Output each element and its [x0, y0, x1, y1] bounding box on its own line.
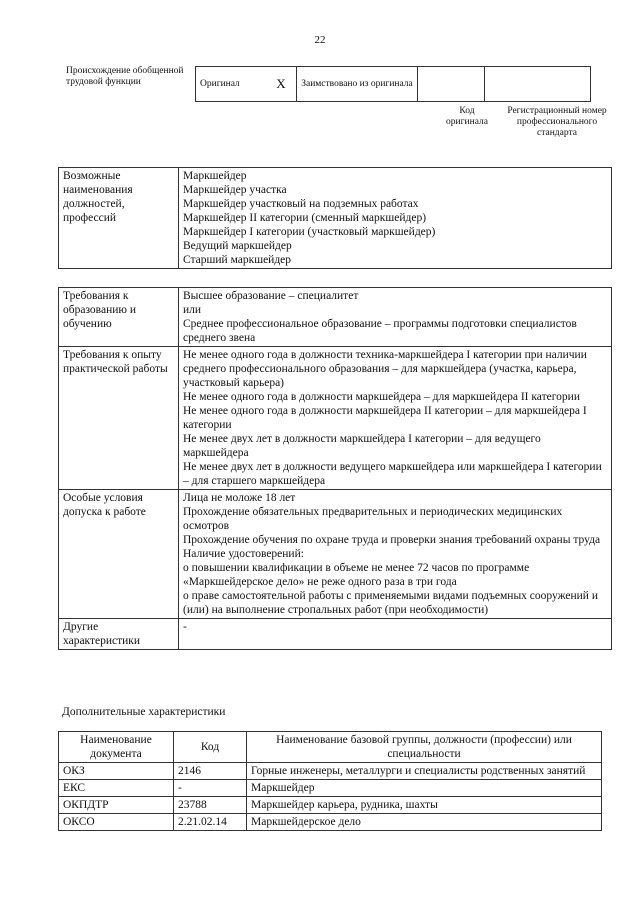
special-conditions-row [59, 490, 612, 619]
name-cell: Маркшейдерское дело [247, 814, 602, 831]
requirement-line: Не менее двух лет в должности маркшейдера I категории – для ведущего маркшейдера [183, 433, 541, 459]
requirement-line: Прохождение обязательных предварительных и периодических медицинских осмотров [183, 506, 563, 532]
other-characteristics-value [179, 619, 612, 650]
special-conditions-label: Особые условия допуска к работе [59, 490, 179, 619]
requirement-line: Лица не моложе 18 лет [183, 492, 296, 504]
positions-label: Возможные наименования должностей, профессий [59, 168, 179, 269]
additional-header-row [59, 732, 602, 763]
education-label: Требования к образованию и обучению [59, 288, 179, 347]
position-item: Маркшейдер участка [183, 184, 287, 196]
requirement-line: - [183, 621, 187, 633]
special-conditions-value [179, 490, 612, 619]
requirements-table [58, 287, 612, 650]
requirement-line: Не менее одного года в должности маркшейдера – для маркшейдера II категории [183, 391, 580, 403]
position-item: Ведущий маркшейдер [183, 240, 292, 252]
registration-caption: Регистрационный номер профессионального стандарта [507, 106, 607, 138]
doc-cell: ОКЗ [59, 763, 174, 780]
name-cell: Маркшейдер карьера, рудника, шахты [247, 797, 602, 814]
name-cell: Маркшейдер [247, 780, 602, 797]
code-cell: 2.21.02.14 [174, 814, 247, 831]
requirement-line: о повышении квалификации в объеме не менее 72 часов по программе «Маркшейдерское дело» не реже одного раза в три года [183, 562, 530, 588]
position-item: Маркшейдер I категории (участковый маркшейдер) [183, 226, 436, 238]
requirement-line: или [183, 304, 202, 316]
additional-table [58, 731, 602, 831]
experience-label: Требования к опыту практической работы [59, 347, 179, 490]
code-cell: - [174, 780, 247, 797]
table-row [59, 797, 602, 814]
header-document: Наименование документа [59, 732, 174, 763]
position-item: Маркшейдер участковый на подземных работах [183, 198, 419, 210]
positions-table [58, 167, 612, 269]
table-row [59, 763, 602, 780]
position-item: Маркшейдер [183, 170, 247, 182]
code-caption: Код оригинала [446, 106, 488, 127]
header-name: Наименование базовой группы, должности (профессии) или специальности [247, 732, 602, 763]
experience-row [59, 347, 612, 490]
position-item: Старший маркшейдер [183, 254, 292, 266]
experience-value [179, 347, 612, 490]
requirement-line: Высшее образование – специалитет [183, 290, 359, 302]
header-code: Код [174, 732, 247, 763]
education-value [179, 288, 612, 347]
page-number: 22 [314, 34, 326, 46]
other-characteristics-label: Другие характеристики [59, 619, 179, 650]
original-code-cell [418, 67, 485, 102]
requirement-line: о праве самостоятельной работы с применяемыми видами подъемных сооружений и (или) на выполнение стропальных работ (при необходимости) [183, 590, 598, 616]
table-row [59, 780, 602, 797]
requirement-line: Прохождение обучения по охране труда и проверки знания требований охраны труда [183, 534, 601, 546]
other-characteristics-row [59, 619, 612, 650]
requirement-line: Среднее профессиональное образование – программы подготовки специалистов среднего звена [183, 318, 577, 344]
origin-table [195, 66, 591, 102]
borrowed-cell: Заимствовано из оригинала [297, 67, 418, 102]
registration-number-cell [485, 67, 591, 102]
original-mark: X [266, 67, 297, 102]
requirement-line: Не менее одного года в должности техника-маркшейдера I категории при наличии среднего профессионального образования – для маркшейдера (участка, карьера, участковый карьера) [183, 349, 587, 389]
code-cell: 2146 [174, 763, 247, 780]
positions-list [179, 168, 612, 269]
origin-label: Происхождение обобщенной трудовой функции [66, 66, 184, 87]
code-cell: 23788 [174, 797, 247, 814]
education-row [59, 288, 612, 347]
requirement-line: Наличие удостоверений: [183, 548, 304, 560]
name-cell: Горные инженеры, металлурги и специалисты родственных занятий [247, 763, 602, 780]
requirement-line: Не менее одного года в должности маркшейдера II категории – для маркшейдера I категории [183, 405, 587, 431]
position-item: Маркшейдер II категории (сменный маркшейдер) [183, 212, 427, 224]
doc-cell: ЕКС [59, 780, 174, 797]
table-row [59, 814, 602, 831]
additional-title: Дополнительные характеристики [62, 706, 226, 718]
requirement-line: Не менее двух лет в должности ведущего маркшейдера или маркшейдера I категории – для старшего маркшейдера [183, 461, 602, 487]
doc-cell: ОКСО [59, 814, 174, 831]
doc-cell: ОКПДТР [59, 797, 174, 814]
original-cell: Оригинал [196, 67, 267, 102]
